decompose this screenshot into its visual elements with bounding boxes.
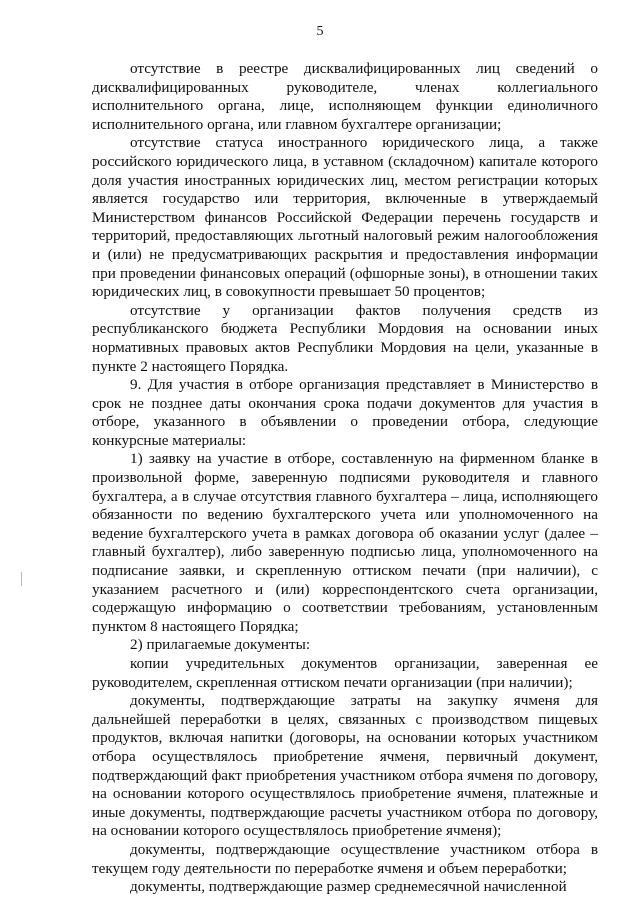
paragraph-no-budget-funds: отсутствие у организации фактов получения средств из республиканского бюджета Республики Мордовия на основании иных нормативных правовых актов Республики Мордовия на цели, указанные в пункте 2 настоящего Порядка. [92,301,598,375]
page-number: 5 [316,24,324,39]
paragraph-charter-copies: копии учредительных документов организации, заверенная ее руководителем, скрепленная оттиском печати организации (при наличии); [92,655,598,691]
paragraph-disqualified-persons: отсутствие в реестре дисквалифицированных лиц сведений о дисквалифицированных руководителе, членах коллегиального исполнительного органа, лице, исполняющем функции единоличного исполнительного органа, или главном бухгалтере организации; [92,60,598,133]
paragraph-foreign-entity-status: отсутствие статуса иностранного юридического лица, а также российского юридического лица, в уставном (складочном) капитале которого доля участия иностранных юридических лиц, местом регистрации которых является государство или территория, включенные в утверждаемый Министерством финансов Российской Федерации перечень государств и территорий, предоставляющих льготный налоговый режим налогообложения и (или) не предусматривающих раскрытия и предоставления информации при проведении финансовых операций (офшорные зоны), в отношении таких юридических лиц, в совокупности превышает 50 процентов; [92,134,598,301]
paragraph-processing-activity-docs: документы, подтверждающие осуществление участником отбора в текущем году деятельности по переработке ячменя и объем переработки; [92,840,598,877]
margin-mark [21,572,22,586]
paragraph-item-2-attached-docs: 2) прилагаемые документы: [130,636,311,654]
paragraph-average-salary-docs: документы, подтверждающие размер среднемесячной начисленной [130,878,567,896]
paragraph-barley-costs-docs: документы, подтверждающие затраты на закупку ячменя для дальнейшей переработки в целях, связанных с производством пищевых продуктов, включая напитки (договоры, на основании которых участником отбора осуществлялось приобретение ячменя, первичный документ, подтверждающий факт приобретения участником отбора ячменя по договору, на основании которого осуществлялось приобретение ячменя, платежные и иные документы, подтверждающие расчеты участником отбора по договору, на основании которого осуществлялось приобретение ячменя); [92,692,598,840]
paragraph-section-9: 9. Для участия в отборе организация представляет в Министерство в срок не позднее даты окончания срока подачи документов для участия в отборе, указанного в объявлении о проведении отбора, следующие конкурсные материалы: [92,376,598,449]
document-body [92,60,598,897]
paragraph-item-1-application: 1) заявку на участие в отборе, составленную на фирменном бланке в произвольной форме, заверенную подписями руководителя и главного бухгалтера, а в случае отсутствия главного бухгалтера – лица, исполняющего обязанности по ведению бухгалтерского учета или уполномоченного на ведение бухгалтерского учета в рамках договора об оказании услуг (далее – главный бухгалтер), либо заверенную подписью лица, уполномоченного на подписание заявки, и скрепленную оттиском печати (при наличии), с указанием расчетного и (или) корреспондентского счета организации, содержащую информацию о соответствии требованиям, установленным пунктом 8 настоящего Порядка; [92,450,598,635]
